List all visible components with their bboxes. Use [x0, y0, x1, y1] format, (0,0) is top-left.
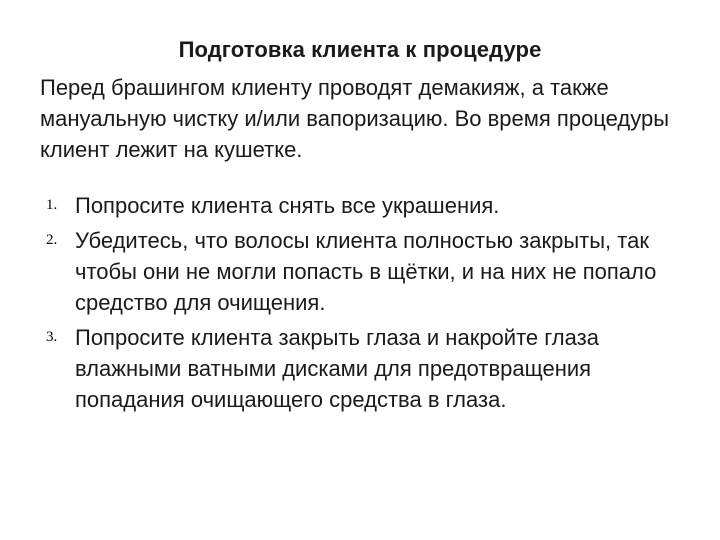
intro-paragraph: Перед брашингом клиенту проводят демакияж, а также мануальную чистку и/или вапоризацию. Во время процедуры клиент лежит на кушетке. — [40, 75, 670, 162]
step-text: Убедитесь, что волосы клиента полностью закрыты, так чтобы они не могли попасть в щётки, и на них не попало средство для очищения. — [75, 228, 657, 315]
slide-title: Подготовка клиента к процедуре — [178, 37, 542, 62]
step-text: Попросите клиента снять все украшения. — [75, 193, 500, 218]
step-item — [0, 322, 720, 415]
step-number: 1. — [46, 197, 58, 213]
step-item — [0, 225, 720, 318]
step-number: 3. — [46, 329, 58, 345]
step-item — [0, 190, 720, 221]
step-text: Попросите клиента закрыть глаза и накройте глаза влажными ватными дисками для предотвращения попадания очищающего средства в глаза. — [75, 325, 599, 412]
steps-list — [0, 190, 720, 419]
step-number: 2. — [46, 232, 58, 248]
